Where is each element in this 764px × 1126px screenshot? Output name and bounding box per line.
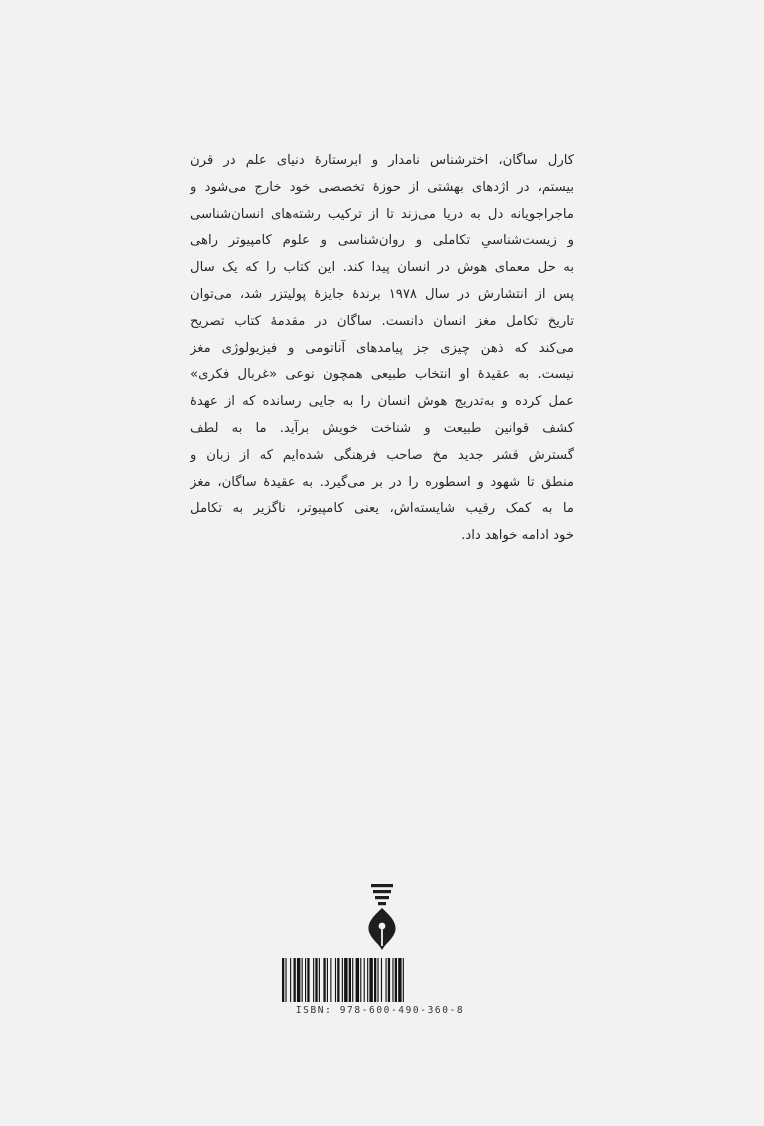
barcode-bar	[330, 958, 331, 1002]
description-line: نیست. به عقیدهٔ او انتخاب طبیعی همچون نوعی «غربال فکری»	[190, 367, 574, 383]
isbn-barcode	[280, 958, 480, 1024]
barcode-bar	[305, 958, 306, 1002]
barcode-bar	[369, 958, 372, 1002]
barcode-bar	[290, 958, 291, 1002]
description-line: تاریخ تکامل مغز انسان دانست. ساگان در مقدمهٔ کتاب تصریح	[190, 313, 574, 329]
barcode-bar	[349, 958, 351, 1002]
pen-nib-icon	[352, 880, 412, 952]
description-line: خود ادامه خواهد داد.	[461, 528, 574, 544]
barcode-bar	[364, 958, 365, 1002]
barcode-bar	[403, 958, 404, 1002]
barcode-bar	[386, 958, 387, 1002]
back-cover-description	[190, 148, 574, 550]
description-line: کشف قوانین طبیعت و شناخت خویش برآید. ما به لطف	[190, 420, 574, 436]
barcode-bar	[398, 958, 401, 1002]
barcode-bar	[367, 958, 368, 1002]
barcode-bar	[307, 958, 309, 1002]
barcode-bar	[337, 958, 339, 1002]
barcode-bar	[377, 958, 378, 1002]
barcode-bar	[352, 958, 353, 1002]
barcode-bar	[285, 958, 286, 1002]
barcode-bar	[360, 958, 361, 1002]
barcode-bar	[395, 958, 397, 1002]
description-line: و زیست‌شناسیِ تکاملی و روان‌شناسی و علوم کامپیوتر راهی	[190, 233, 574, 249]
barcode-bar	[302, 958, 303, 1002]
barcode-bar	[319, 958, 320, 1002]
barcode-bar	[315, 958, 317, 1002]
barcode-bar	[381, 958, 382, 1002]
isbn-text: ISBN: 978-600-490-360-8	[295, 1005, 465, 1016]
description-line: گسترش قشر جدید مخ صاحب فرهنگی شده‌ایم که از زبان و	[190, 447, 574, 463]
barcode-bars	[280, 958, 480, 1002]
publisher-logo	[352, 880, 412, 952]
description-line: ماجراجویانه دل به دریا می‌زند تا از ترکیب رشته‌های انسان‌شناسی	[190, 206, 574, 222]
barcode-bar	[392, 958, 393, 1002]
description-line: کارل ساگان، اخترشناس نامدار و ابرستارهٔ دنیای علم در قرن	[190, 153, 574, 168]
description-line: پس از انتشارش در سال ۱۹۷۸ برندهٔ جایزهٔ پولیتزر شد، می‌توان	[190, 286, 574, 302]
barcode-bar	[388, 958, 390, 1002]
barcode-bar	[342, 958, 343, 1002]
barcode-bar	[297, 958, 300, 1002]
description-line: می‌کند که ذهن چیزی جز پیامدهای آناتومی و فیزیولوژی مغز	[190, 340, 574, 356]
barcode-bar	[323, 958, 325, 1002]
barcode-bar	[344, 958, 347, 1002]
description-line: ما به کمک رقیب شایسته‌اش، یعنی کامپیوتر، ناگزیر به تکامل	[190, 501, 574, 517]
barcode-bar	[294, 958, 296, 1002]
description-line: به حل معمای هوش در انسان پیدا کند. این کتاب را که یک سال	[190, 260, 574, 276]
barcode-bar	[282, 958, 284, 1002]
barcode-bar	[374, 958, 376, 1002]
description-line: منطق تا شهود و اسطوره را در بر می‌گیرد. به عقیدهٔ ساگان، مغز	[190, 474, 574, 490]
barcode-bar	[313, 958, 314, 1002]
barcode-bar	[335, 958, 336, 1002]
description-line: بیستم، در اژدهای بهشتی از حوزهٔ تخصصی خود خارج می‌شود و	[190, 179, 574, 195]
barcode-bar	[327, 958, 328, 1002]
barcode-bar	[356, 958, 359, 1002]
description-line: عمل کرده و به‌تدریج هوش انسان را به جایی رسانده که از عهدهٔ	[190, 394, 574, 410]
